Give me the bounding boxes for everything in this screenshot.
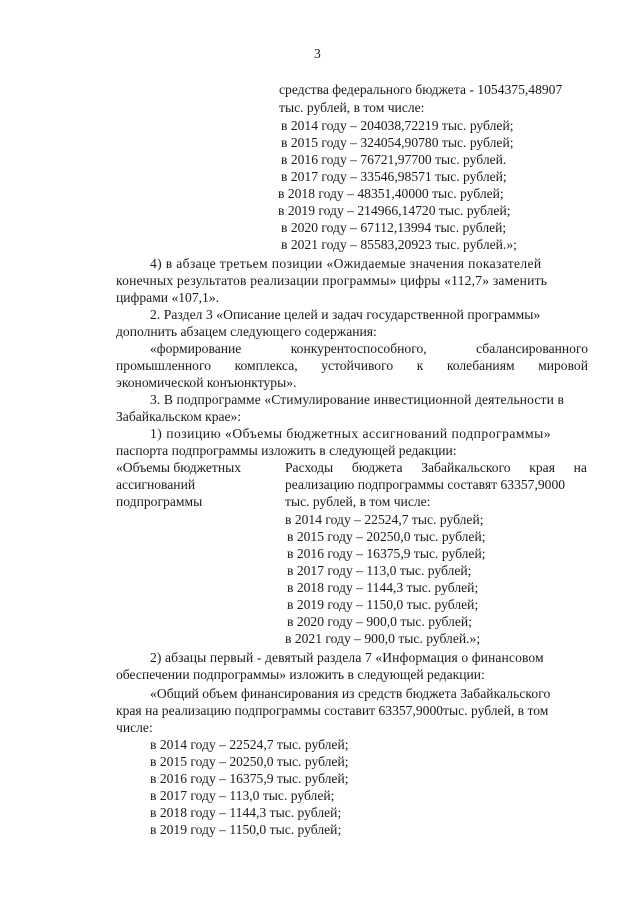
item3-quote2-line-3: числе: [116, 720, 153, 735]
item2-quote-line-3: экономической конъюнктуры». [116, 375, 297, 390]
item3-sub2-line-1: 2) абзацы первый - девятый раздела 7 «Информация о финансовом [150, 650, 544, 665]
fed-year-line: в 2021 году – 85583,20923 тыс. рублей.»; [281, 237, 517, 252]
item3-sub1-line-2: паспорта подпрограммы изложить в следующей редакции: [116, 443, 457, 458]
passport-year-line: в 2021 году – 900,0 тыс. рублей.»; [285, 631, 481, 646]
funding-year-line: в 2016 году – 16375,9 тыс. рублей; [150, 771, 349, 786]
funding-year-line: в 2015 году – 20250,0 тыс. рублей; [150, 754, 349, 769]
funding-year-line: в 2017 году – 113,0 тыс. рублей; [150, 788, 335, 803]
passport-year-line: в 2017 году – 113,0 тыс. рублей; [287, 563, 472, 578]
item3-quote2-line-2: края на реализацию подпрограммы составит 63357,9000тыс. рублей, в том [116, 703, 549, 718]
fed-year-line: в 2018 году – 48351,40000 тыс. рублей; [278, 186, 504, 201]
item2-quote-line-1: «формирование конкурентоспособного, сбалансированного [150, 341, 588, 356]
fed-year-line: в 2017 году – 33546,98571 тыс. рублей; [281, 169, 507, 184]
passport-right-col-line-3: тыс. рублей, в том числе: [285, 494, 431, 509]
item2-quote-line-2: промышленного комплекса, устойчивого к колебаниям мировой [116, 358, 588, 373]
passport-year-line: в 2019 году – 1150,0 тыс. рублей; [287, 597, 479, 612]
item2-line-2: дополнить абзацем следующего содержания: [116, 324, 377, 339]
item3-quote2-line-1: «Общий объем финансирования из средств бюджета Забайкальского [150, 686, 551, 701]
passport-year-line: в 2020 году – 900,0 тыс. рублей; [287, 614, 472, 629]
passport-right-col-line-1: Расходы бюджета Забайкальского края на [285, 460, 587, 475]
fed-year-line: в 2019 году – 214966,14720 тыс. рублей; [278, 203, 511, 218]
item2-line-1: 2. Раздел 3 «Описание целей и задач государственной программы» [150, 307, 541, 322]
fed-header-line-1: средства федерального бюджета - 1054375,48907 [279, 82, 563, 97]
fed-header-line-2: тыс. рублей, в том числе: [279, 100, 425, 115]
fed-year-line: в 2015 году – 324054,90780 тыс. рублей; [281, 135, 514, 150]
funding-year-line: в 2014 году – 22524,7 тыс. рублей; [150, 737, 349, 752]
funding-year-line: в 2018 году – 1144,3 тыс. рублей; [150, 805, 342, 820]
fed-year-line: в 2020 году – 67112,13994 тыс. рублей; [281, 220, 507, 235]
funding-year-line: в 2019 году – 1150,0 тыс. рублей; [150, 822, 342, 837]
item4-line-2: конечных результатов реализации программы» цифры «112,7» заменить [116, 273, 548, 288]
item3-sub2-line-2: обеспечении подпрограммы» изложить в следующей редакции: [116, 667, 485, 682]
item3-line-1: 3. В подпрограмме «Стимулирование инвестиционной деятельности в [150, 392, 564, 407]
passport-left-col-line: подпрограммы [116, 494, 203, 509]
passport-year-line: в 2015 году – 20250,0 тыс. рублей; [287, 529, 486, 544]
item3-line-2: Забайкальском крае»: [116, 409, 242, 424]
passport-year-line: в 2016 году – 16375,9 тыс. рублей; [287, 546, 486, 561]
item4-line-3: цифрами «107,1». [116, 290, 220, 305]
passport-year-line: в 2014 году – 22524,7 тыс. рублей; [285, 512, 484, 527]
passport-right-col-line-2: реализацию подпрограммы составят 63357,9000 [285, 477, 566, 492]
fed-year-line: в 2014 году – 204038,72219 тыс. рублей; [281, 118, 514, 133]
passport-left-col-line: «Объемы бюджетных [116, 460, 242, 475]
item4-line-1: 4) в абзаце третьем позиции «Ожидаемые значения показателей [150, 256, 542, 271]
page-number: 3 [314, 46, 321, 61]
passport-year-line: в 2018 году – 1144,3 тыс. рублей; [287, 580, 479, 595]
passport-left-col-line: ассигнований [116, 477, 196, 492]
item3-sub1-line-1: 1) позицию «Объемы бюджетных ассигнований подпрограммы» [150, 426, 552, 441]
fed-year-line: в 2016 году – 76721,97700 тыс. рублей. [281, 152, 507, 167]
